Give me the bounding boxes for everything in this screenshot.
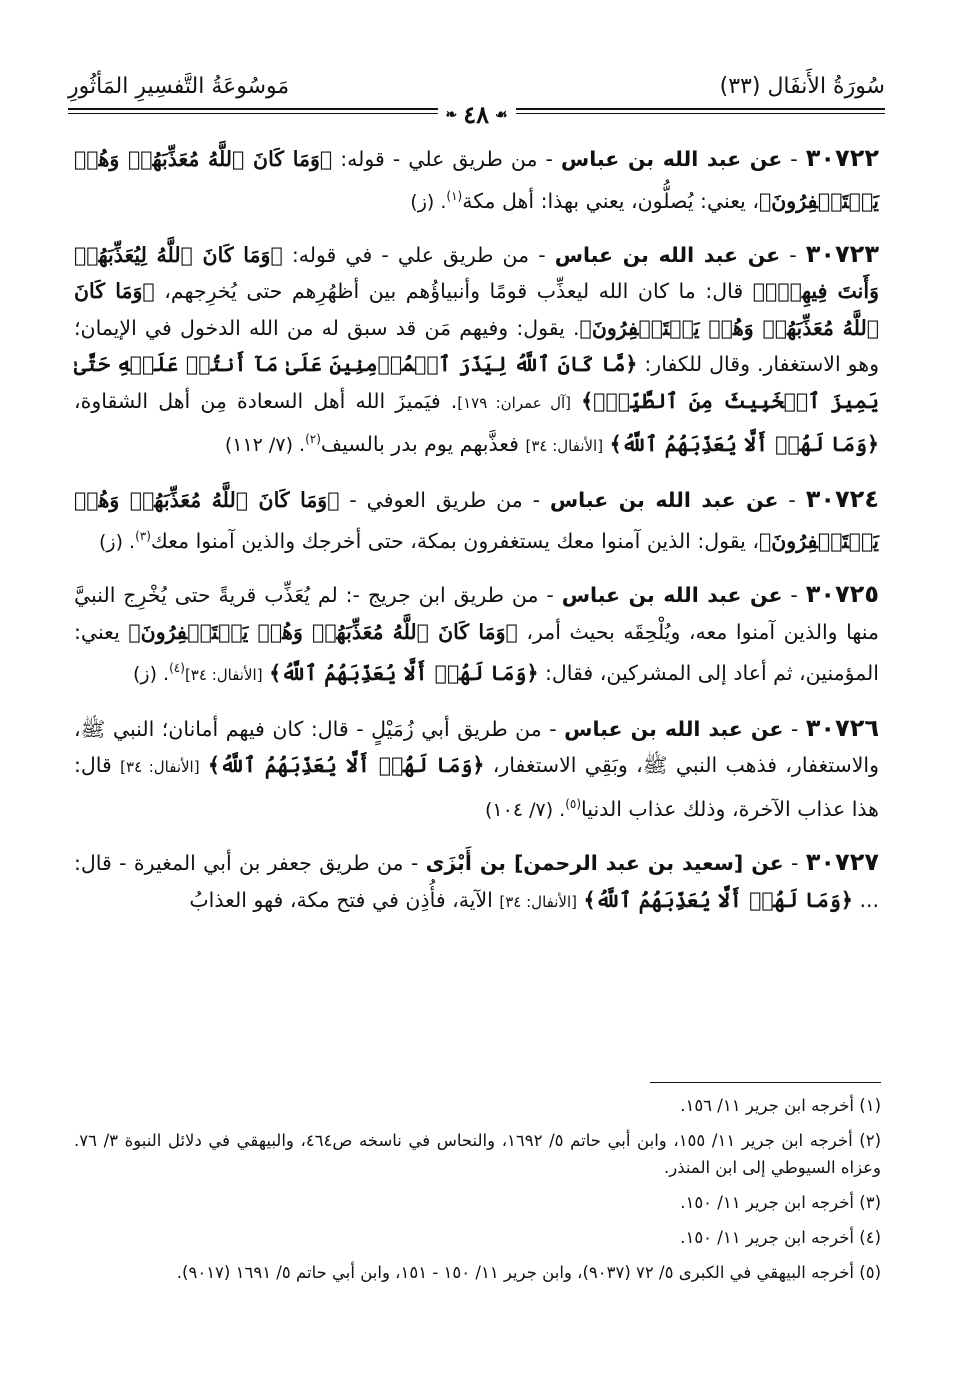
entry-text: يعني: المؤمنين، ثم أعاد إلى المشركين، فقال: (74, 619, 879, 686)
verse-reference: [الأنفال: ٣٤] (525, 437, 604, 456)
ornament-icon: ❧ (445, 106, 458, 123)
entry-text: ، يقول: الذين آمنوا معك يستغفرون بمكة، حتى أخرجك والذين آمنوا معك (150, 528, 759, 553)
footnote-divider (650, 1082, 881, 1083)
footnote-marker: (٣) (135, 529, 151, 544)
running-header (68, 62, 885, 129)
quran-verse: ﴿وَمَا كَانَ ٱللَّهُ مُعَذِّبَهُمۡ وَهُمۡ يَسۡتَغۡفِرُونَ﴾ (128, 619, 518, 644)
verse-reference: [الأنفال: ٣٤] (184, 666, 263, 685)
footnote: (١) أخرجه ابن جرير ١١/ ١٥٦. (680, 1096, 881, 1115)
entry-text: الآية، فأُذِن في فتح مكة، فهو العذابُ (189, 887, 493, 912)
entry-tail: . (ز) (98, 530, 136, 553)
quran-verse: ﴿وَمَا كَانَ ٱللَّهُ لِيُعَذِّبَهُمۡ وَأَنتَ فِيهِمۡۚ﴾ (74, 242, 879, 304)
entry-text: ، يعني: يُصلُّون، يعني بهذا: أهل مكة (462, 188, 759, 213)
hadith-entry: ٣٠٧٢٣ - عن عبد الله بن عباس - من طريق علي - في قوله: ﴿وَمَا كَانَ ٱللَّهُ لِيُعَذِّبَهُمۡ وَأَنتَ فِيهِمۡۚ﴾ قال: ما كان الله ليعذِّب قومًا وأنبياؤُهم بين أظهُرِهم حتى يُخرِجهم، ﴿وَمَا كَانَ ٱللَّهُ مُعَذِّبَهُمۡ وَهُمۡ يَسۡتَغۡفِرُونَ﴾. يقول: وفيهم مَن قد سبق له من الله الدخول في الإيمان؛ وهو الاستغفار. وقال للكفار: ﴿مَّا كَانَ ٱللَّهُ لِيَذَرَ ٱلۡمُؤۡمِنِينَ عَلَىٰ مَآ أَنتُمۡ عَلَيۡهِ حَتَّىٰ يَمِيزَ ٱلۡخَبِيثَ مِنَ ٱلطَّيِّبِۗ﴾ [آل عمران: ١٧٩]. فيَميزَ الله أهل السعادة مِن أهل الشقاوة، ﴿وَمَا لَهُمۡ أَلَّا يُعَذِّبَهُمُ ٱللَّهُ﴾ [الأنفال: ٣٤] فعذَّبهم يوم بدر بالسيف$^{(٢)}$. (٧/ ١١٢) (74, 239, 880, 457)
ornament-icon: ☙ (494, 106, 508, 123)
entry-text: - من طريق ابن جريج -: لم يُعَذِّب قريةً حتى يُخْرِج النبيَّ منها والذين آمنوا معه، ويُلْحِقَه بحيث أمر، (74, 583, 879, 644)
quran-verse: ﴿وَمَا لَهُمۡ أَلَّا يُعَذِّبَهُمُ ٱللَّهُ﴾ (269, 661, 539, 686)
page-number: ٤٨ (463, 100, 489, 129)
entry-number: ٣٠٧٢٤ (805, 484, 879, 513)
quran-verse: ﴿وَمَا لَهُمۡ أَلَّا يُعَذِّبَهُمُ ٱللَّهُ﴾ (609, 432, 879, 457)
entry-text: - من طريق علي - قوله: (340, 147, 553, 171)
entry-text: قال: هذا عذاب الآخرة، وذلك عذاب الدنيا (74, 753, 879, 821)
quran-verse: ﴿وَمَا لَهُمۡ أَلَّا يُعَذِّبَهُمُ ٱللَّهُ﴾ (583, 887, 853, 912)
hadith-entry: ٣٠٧٢٦ - عن عبد الله بن عباس - من طريق أبي زُمَيْلٍ - قال: كان فيهم أمانان؛ النبي ﷺ، والاستغفار، فذهب النبي ﷺ، وبَقِي الاستغفار، ﴿وَمَا لَهُمۡ أَلَّا يُعَذِّبَهُمُ ٱللَّهُ﴾ [الأنفال: ٣٤] قال: هذا عذاب الآخرة، وذلك عذاب الدنيا$^{(٥)}$. (٧/ ١٠٤) (74, 713, 879, 821)
footnote-marker: (٢) (305, 432, 321, 447)
book-title: مَوسُوعَةُ التَّفسِيرِ المَأثُورِ (68, 74, 290, 99)
entry-number: ٣٠٧٢٣ (805, 239, 879, 268)
quran-verse: ﴿وَمَا كَانَ ٱللَّهُ مُعَذِّبَهُمۡ وَهُمۡ يَسۡتَغۡفِرُونَ﴾ (74, 147, 879, 213)
verse-reference: [الأنفال: ٣٤] (499, 892, 577, 911)
hadith-entry: ٣٠٧٢٥ - عن عبد الله بن عباس - من طريق ابن جريج -: لم يُعَذِّب قريةً حتى يُخْرِج النبيَّ منها والذين آمنوا معه، ويُلْحِقَه بحيث أمر، ﴿وَمَا كَانَ ٱللَّهُ مُعَذِّبَهُمۡ وَهُمۡ يَسۡتَغۡفِرُونَ﴾ يعني: المؤمنين، ثم أعاد إلى المشركين، فقال: ﴿وَمَا لَهُمۡ أَلَّا يُعَذِّبَهُمُ ٱللَّهُ﴾ [الأنفال: ٣٤]$^{(٤)}$. (ز) (74, 580, 879, 686)
verse-reference: [آل عمران: ١٧٩] (457, 393, 572, 412)
entry-text: . فيَميزَ الله أهل السعادة مِن أهل الشقاوة، (74, 388, 458, 413)
narrator: عن عبد الله بن عباس (549, 487, 779, 512)
footnote: (٤) أخرجه ابن جرير ١١/ ١٥٠. (680, 1228, 881, 1247)
page-number-box (437, 100, 515, 129)
footnote: (٢) أخرجه ابن جرير ١١/ ١٥٥، وابن أبي حاتم ٥/ ١٦٩٢، والنحاس في ناسخه ص٤٦٤، والبيهقي في دلائل النبوة ٣/ ٧٦. وعزاه السيوطي إلى ابن المنذر. (74, 1131, 881, 1177)
narrator: عن عبد الله بن عباس (564, 716, 784, 741)
entry-text: قال: ما كان الله ليعذِّب قومًا وأنبياؤُهم بين أظهُرِهم حتى يُخرِجهم، (164, 279, 744, 304)
narrator: عن عبد الله بن عباس (554, 242, 781, 267)
quran-verse: ﴿وَمَا كَانَ ٱللَّهُ مُعَذِّبَهُمۡ وَهُمۡ يَسۡتَغۡفِرُونَ﴾ (74, 487, 879, 553)
entry-number: ٣٠٧٢٧ (805, 848, 879, 877)
quran-verse: ﴿مَّا كَانَ ٱللَّهُ لِيَذَرَ ٱلۡمُؤۡمِنِينَ عَلَىٰ مَآ أَنتُمۡ عَلَيۡهِ حَتَّىٰ يَمِيزَ ٱلۡخَبِيثَ مِنَ ٱلطَّيِّبِۗ﴾ (74, 352, 880, 413)
narrator: عن عبد الله بن عباس (561, 583, 783, 608)
entry-tail: . (ز) (133, 663, 170, 686)
quran-verse: ﴿وَمَا كَانَ ٱللَّهُ مُعَذِّبَهُمۡ وَهُمۡ يَسۡتَغۡفِرُونَ﴾ (74, 279, 879, 340)
hadith-entry: ٣٠٧٢٢ - عن عبد الله بن عباس - من طريق علي - قوله: ﴿وَمَا كَانَ ٱللَّهُ مُعَذِّبَهُمۡ وَهُمۡ يَسۡتَغۡفِرُونَ﴾، يعني: يُصلُّون، يعني بهذا: أهل مكة$^{(١)}$. (ز) (74, 144, 879, 213)
entry-number: ٣٠٧٢٥ (805, 580, 879, 609)
verse-reference: [الأنفال: ٣٤] (120, 758, 200, 777)
footnote-marker: (١) (446, 188, 463, 203)
surah-title: سُورَةُ الأَنفَال (٣٣) (719, 74, 885, 99)
entry-text: - من طريق جعفر بن أبي المغيرة - قال: ... (74, 851, 879, 912)
footnote: (٣) أخرجه ابن جرير ١١/ ١٥٠. (680, 1193, 881, 1212)
narrator: عن عبد الله بن عباس (560, 147, 783, 171)
entry-text: - من طريق أبي زُمَيْلٍ - قال: كان فيهم أمانان؛ النبي ﷺ، والاستغفار، فذهب النبي ﷺ، وبَقِي الاستغفار، (74, 716, 879, 778)
hadith-entry: ٣٠٧٢٤ - عن عبد الله بن عباس - من طريق العوفي - ﴿وَمَا كَانَ ٱللَّهُ مُعَذِّبَهُمۡ وَهُمۡ يَسۡتَغۡفِرُونَ﴾، يقول: الذين آمنوا معك يستغفرون بمكة، حتى أخرجك والذين آمنوا معك$^{(٣)}$. (ز) (74, 484, 879, 553)
narrator: عن [سعيد بن عبد الرحمن] بن أَبْزَى (425, 851, 784, 876)
entry-number: ٣٠٧٢٦ (805, 713, 879, 742)
hadith-entry: ٣٠٧٢٧ - عن [سعيد بن عبد الرحمن] بن أَبْزَى - من طريق جعفر بن أبي المغيرة - قال: ... ﴿وَمَا لَهُمۡ أَلَّا يُعَذِّبَهُمُ ٱللَّهُ﴾ [الأنفال: ٣٤] الآية، فأُذِن في فتح مكة، فهو العذابُ (74, 848, 879, 912)
footnotes (74, 1092, 881, 1294)
footnote: (٥) أخرجه البيهقي في الكبرى ٥/ ٧٢ (٩٠٣٧)، وابن جرير ١١/ ١٥٠ - ١٥١، وابن أبي حاتم ٥/ ١٦٩١ (٩٠١٧). (176, 1263, 881, 1282)
quran-verse: ﴿وَمَا لَهُمۡ أَلَّا يُعَذِّبَهُمُ ٱللَّهُ﴾ (207, 753, 485, 778)
footnote-marker: (٥) (565, 796, 582, 811)
entry-number: ٣٠٧٢٢ (805, 144, 879, 172)
entry-text: . يقول: وفيهم مَن قد سبق له من الله الدخول في الإيمان؛ وهو الاستغفار. وقال للكفار: (74, 315, 879, 377)
main-text (74, 140, 879, 936)
entry-tail: . (٧/ ١٠٤) (485, 798, 566, 821)
entry-text: - من طريق علي - في قوله: (291, 242, 546, 267)
entry-text: - من طريق العوفي - (349, 487, 540, 512)
entry-tail: . (٧/ ١١٢) (224, 434, 306, 457)
entry-tail: . (ز) (410, 190, 447, 213)
entry-text: فعذَّبهم يوم بدر بالسيف (320, 432, 519, 457)
footnote-marker: (٤) (169, 661, 185, 676)
